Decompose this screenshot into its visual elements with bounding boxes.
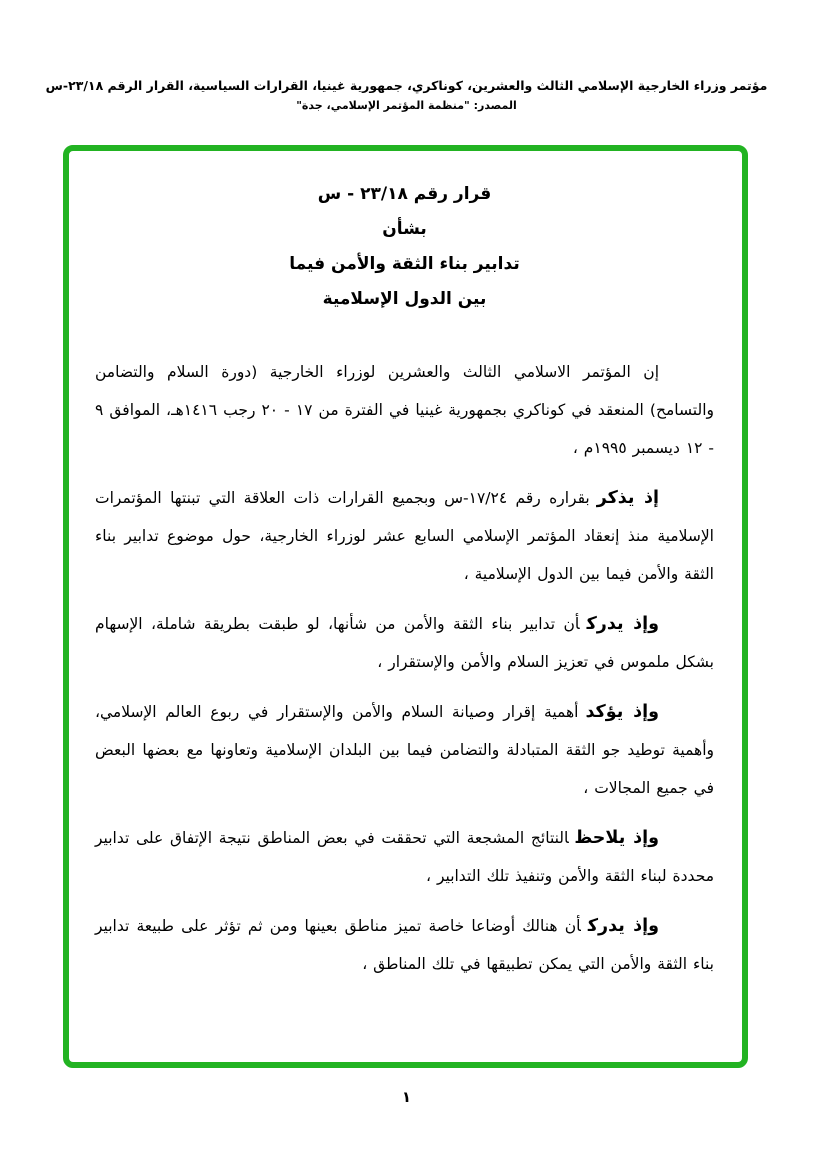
- paragraph-text: أهمية إقرار وصيانة السلام والأمن والإستقرار في ربوع العالم الإسلامي، وأهمية توطيد جو الثقة المتبادلة والتضامن فيما بين البلدان الإسلامية وتعاونها مع بعضها البعض في جميع المجالات ،: [95, 703, 714, 797]
- noting-paragraph: [95, 819, 714, 895]
- paragraph-lead: إذ يذكر: [596, 488, 659, 508]
- document-header: [0, 76, 813, 116]
- paragraph-text: النتائج المشجعة التي تحققت في بعض المناطق نتيجة الإتفاق على تدابير محددة لبناء الثقة والأمن وتنفيذ تلك التدابير ،: [95, 829, 714, 885]
- page-number: ١: [401, 1088, 412, 1106]
- resolution-green-box: [63, 145, 748, 1068]
- paragraph-text: أن تدابير بناء الثقة والأمن من شأنها، لو طبقت بطريقة شاملة، الإسهام بشكل ملموس في تعزيز السلام والأمن والإستقرار ،: [95, 615, 714, 671]
- title-subject-line-1: تدابير بناء الثقة والأمن فيما: [289, 254, 520, 274]
- paragraph-lead: وإذ يدرك: [587, 916, 659, 936]
- recognizing-paragraph: [95, 605, 714, 681]
- preamble-paragraph: [95, 353, 714, 467]
- paragraph-lead: وإذ يدرك: [586, 614, 659, 634]
- paragraph-text: إن المؤتمر الاسلامي الثالث والعشرين لوزراء الخارجية (دورة السلام والتضامن والتسامح) المنعقد في كوناكري بجمهورية غينيا في الفترة من ١٧ - ٢٠ رجب ١٤١٦هـ، الموافق ٩ - ١٢ ديسمبر ١٩٩٥م ،: [95, 363, 714, 457]
- paragraph-lead: وإذ يلاحظ: [575, 828, 659, 848]
- paragraph-lead: وإذ يؤكد: [585, 702, 659, 722]
- aware-paragraph: [95, 907, 714, 983]
- resolution-number-title: قرار رقم ٢٣/١٨ - س: [317, 184, 492, 204]
- paragraph-text: بقراره رقم ١٧/٢٤-س وبجميع القرارات ذات العلاقة التي تبنتها المؤتمرات الإسلامية منذ إنعقاد المؤتمر الإسلامي السابع عشر لوزراء الخارجية، حول موضوع تدابير بناء الثقة والأمن فيما بين الدول الإسلامية ،: [95, 489, 714, 583]
- title-regarding: بشأن: [382, 219, 427, 239]
- resolution-title-block: [95, 177, 714, 317]
- paragraph-text: أن هنالك أوضاعا خاصة تميز مناطق بعينها ومن ثم تؤثر على طبيعة تدابير بناء الثقة والأمن التي يمكن تطبيقها في تلك المناطق ،: [95, 917, 714, 973]
- recalling-paragraph: [95, 479, 714, 593]
- header-source-line: مؤتمر وزراء الخارجية الإسلامي الثالث والعشرين، كوناكري، جمهورية غينيا، القرارات السياسية، القرار الرقم ٢٣/١٨-س: [45, 78, 768, 93]
- affirming-paragraph: [95, 693, 714, 807]
- header-publisher-line: المصدر: "منظمة المؤتمر الإسلامي، جدة": [296, 99, 517, 112]
- resolution-body: [95, 353, 714, 983]
- title-subject-line-2: بين الدول الإسلامية: [322, 289, 487, 309]
